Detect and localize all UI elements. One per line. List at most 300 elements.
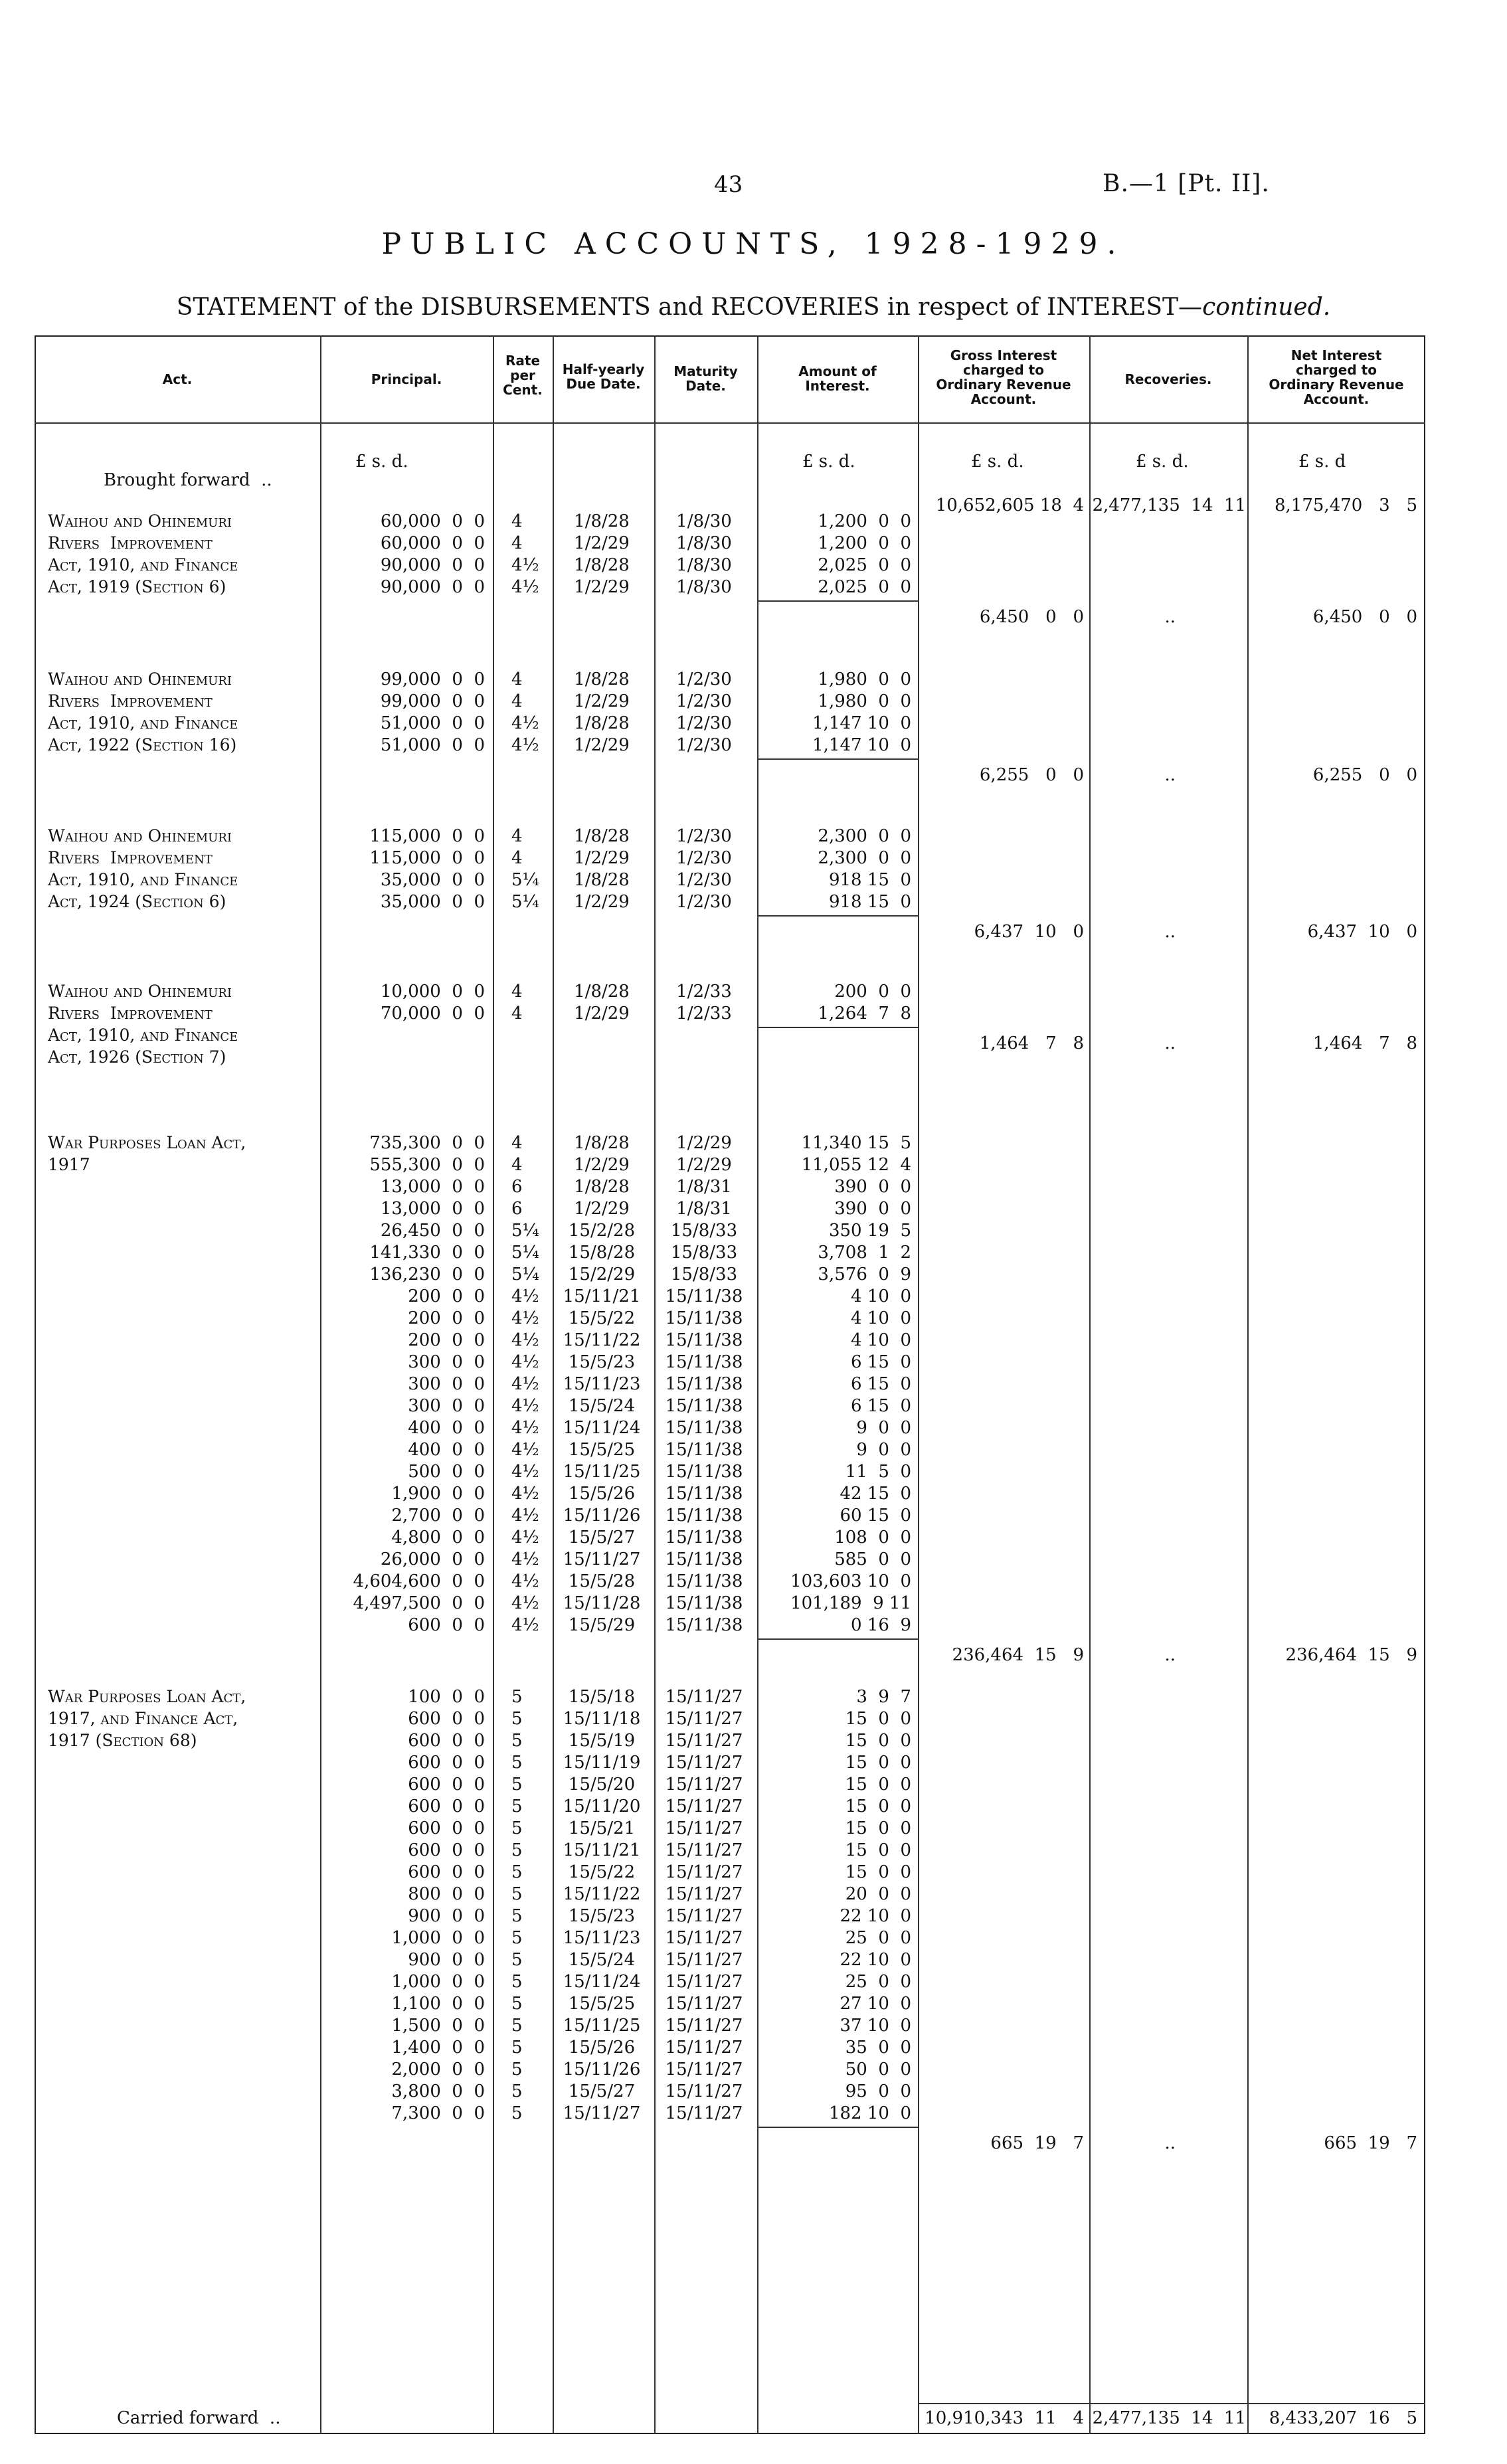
subtotal-rule	[757, 2127, 918, 2128]
half-yearly-cell: 15/2/29	[568, 1265, 636, 1284]
half-yearly-cell: 15/11/19	[563, 1753, 641, 1773]
maturity-cell: 15/11/27	[665, 2060, 743, 2079]
maturity-cell: 1/2/30	[676, 691, 732, 711]
principal-cell: 200 0 0	[408, 1308, 485, 1328]
col-head-maturity	[654, 364, 757, 393]
act-line: Act, 1924 (Section 6)	[48, 892, 226, 911]
rate-cell: 4½	[511, 1440, 539, 1460]
gross-total: 6,450 0 0	[979, 607, 1084, 627]
rate-cell: 4½	[511, 1593, 539, 1613]
principal-cell: 400 0 0	[408, 1418, 485, 1438]
rate-cell: 4½	[511, 1484, 539, 1504]
col-head-gross	[918, 348, 1089, 406]
amount-cell: 15 0 0	[845, 1709, 911, 1729]
page-title: PUBLIC ACCOUNTS, 1928-1929.	[381, 227, 1126, 261]
act-line: Act, 1926 (Section 7)	[48, 1047, 226, 1067]
col-head-gross-2: charged to	[963, 362, 1044, 378]
maturity-cell: 15/11/27	[665, 1840, 743, 1860]
act-line: Act, 1910, and Finance	[48, 1025, 238, 1045]
units-gross: £ s. d.	[971, 452, 1024, 472]
rate-cell: 5	[511, 2038, 523, 2058]
amount-cell: 22 10 0	[840, 1950, 911, 1970]
col-head-act: Act.	[162, 371, 193, 387]
col-head-half-2: Due Date.	[566, 376, 641, 392]
carried-forward-rule	[918, 2403, 1425, 2404]
subtitle-continued: continued.	[1202, 294, 1331, 321]
act-line: War Purposes Loan Act,	[48, 1687, 246, 1706]
rate-cell: 4	[511, 1133, 523, 1153]
maturity-cell: 15/11/38	[665, 1418, 743, 1438]
gross-total: 665 19 7	[990, 2133, 1084, 2153]
amount-cell: 1,980 0 0	[818, 669, 911, 689]
rate-cell: 5	[511, 1906, 523, 1926]
principal-cell: 4,497,500 0 0	[353, 1593, 485, 1613]
amount-cell: 11,055 12 4	[801, 1155, 911, 1175]
rate-cell: 5¼	[511, 870, 539, 890]
amount-cell: 200 0 0	[834, 982, 911, 1002]
col-head-gross-3: Ordinary Revenue	[936, 377, 1071, 393]
maturity-cell: 15/11/27	[665, 1950, 743, 1970]
rate-cell: 5¼	[511, 1243, 539, 1263]
maturity-cell: 1/2/30	[676, 892, 732, 912]
rate-cell: 4½	[511, 1506, 539, 1526]
half-yearly-cell: 1/8/28	[574, 511, 630, 531]
amount-cell: 27 10 0	[840, 1994, 911, 2014]
col-head-net-1: Net Interest	[1290, 347, 1382, 363]
half-yearly-cell: 1/2/29	[574, 892, 630, 912]
half-yearly-cell: 15/5/26	[568, 1484, 636, 1504]
maturity-cell: 15/11/38	[665, 1396, 743, 1416]
maturity-cell: 1/8/30	[676, 533, 732, 553]
amount-cell: 35 0 0	[845, 2038, 911, 2058]
rate-cell: 4	[511, 1004, 523, 1023]
maturity-cell: 1/8/31	[676, 1177, 732, 1197]
rate-cell: 4	[511, 826, 523, 846]
principal-cell: 26,000 0 0	[380, 1549, 485, 1569]
rate-cell: 5¼	[511, 892, 539, 912]
maturity-cell: 15/11/38	[665, 1286, 743, 1306]
carried-forward-gross: 10,910,343 11 4	[925, 2408, 1084, 2428]
half-yearly-cell: 15/11/25	[563, 1462, 641, 1482]
half-yearly-cell: 15/5/20	[568, 1775, 636, 1795]
half-yearly-cell: 15/11/22	[563, 1884, 641, 1904]
amount-cell: 15 0 0	[845, 1797, 911, 1816]
rate-cell: 5	[511, 1928, 523, 1948]
half-yearly-cell: 15/11/22	[563, 1330, 641, 1350]
rate-cell: 4½	[511, 1374, 539, 1394]
half-yearly-cell: 15/5/23	[568, 1906, 636, 1926]
rate-cell: 4	[511, 982, 523, 1002]
maturity-cell: 15/11/38	[665, 1462, 743, 1482]
brought-forward-label: Brought forward ..	[104, 470, 272, 490]
half-yearly-cell: 1/8/28	[574, 1133, 630, 1153]
maturity-cell: 15/11/27	[665, 2038, 743, 2058]
col-head-mat-1: Maturity	[673, 363, 738, 379]
principal-cell: 600 0 0	[408, 1615, 485, 1635]
half-yearly-cell: 1/8/28	[574, 982, 630, 1002]
amount-cell: 6 15 0	[851, 1396, 911, 1416]
net-total: 236,464 15 9	[1285, 1645, 1417, 1665]
maturity-cell: 15/11/38	[665, 1374, 743, 1394]
col-head-rate-1: Rate	[505, 353, 541, 369]
maturity-cell: 1/2/33	[676, 982, 732, 1002]
half-yearly-cell: 15/11/24	[563, 1972, 641, 1992]
maturity-cell: 1/8/30	[676, 577, 732, 597]
rate-cell: 4½	[511, 1330, 539, 1350]
amount-cell: 918 15 0	[828, 892, 911, 912]
amount-cell: 60 15 0	[840, 1506, 911, 1526]
principal-cell: 2,700 0 0	[391, 1506, 485, 1526]
principal-cell: 35,000 0 0	[380, 892, 485, 912]
maturity-cell: 15/11/27	[665, 1687, 743, 1707]
half-yearly-cell: 1/8/28	[574, 1177, 630, 1197]
principal-cell: 1,900 0 0	[391, 1484, 485, 1504]
rate-cell: 4	[511, 691, 523, 711]
subtotal-rule	[757, 758, 918, 760]
net-total: 6,255 0 0	[1312, 765, 1417, 785]
maturity-cell: 1/2/29	[676, 1155, 732, 1175]
amount-cell: 15 0 0	[845, 1775, 911, 1795]
col-divider	[918, 335, 919, 2434]
rate-cell: 5¼	[511, 1265, 539, 1284]
maturity-cell: 1/2/30	[676, 713, 732, 733]
col-head-mat-2: Date.	[685, 378, 726, 394]
half-yearly-cell: 15/5/22	[568, 1862, 636, 1882]
half-yearly-cell: 1/2/29	[574, 533, 630, 553]
maturity-cell: 1/8/30	[676, 511, 732, 531]
recoveries-total: ..	[1164, 1033, 1176, 1053]
rate-cell: 4½	[511, 555, 539, 575]
principal-cell: 141,330 0 0	[369, 1243, 485, 1263]
principal-cell: 1,000 0 0	[391, 1928, 485, 1948]
half-yearly-cell: 15/5/24	[568, 1950, 636, 1970]
amount-cell: 4 10 0	[851, 1330, 911, 1350]
half-yearly-cell: 15/11/26	[563, 1506, 641, 1526]
half-yearly-cell: 15/11/27	[563, 2103, 641, 2123]
col-head-amt-2: Interest.	[805, 378, 870, 394]
subtotal-rule	[757, 1638, 918, 1640]
principal-cell: 600 0 0	[408, 1775, 485, 1795]
maturity-cell: 15/11/38	[665, 1593, 743, 1613]
amount-cell: 0 16 9	[851, 1615, 911, 1635]
amount-cell: 6 15 0	[851, 1374, 911, 1394]
rate-cell: 5	[511, 1818, 523, 1838]
principal-cell: 1,000 0 0	[391, 1972, 485, 1992]
half-yearly-cell: 15/5/27	[568, 1528, 636, 1547]
rate-cell: 6	[511, 1177, 523, 1197]
half-yearly-cell: 15/5/25	[568, 1994, 636, 2014]
principal-cell: 7,300 0 0	[391, 2103, 485, 2123]
act-line: Rivers Improvement	[48, 1004, 213, 1023]
maturity-cell: 15/11/27	[665, 1928, 743, 1948]
rate-cell: 4	[511, 669, 523, 689]
half-yearly-cell: 15/11/21	[563, 1286, 641, 1306]
maturity-cell: 15/11/27	[665, 1862, 743, 1882]
amount-cell: 1,147 10 0	[812, 735, 911, 755]
amount-cell: 4 10 0	[851, 1308, 911, 1328]
maturity-cell: 15/11/38	[665, 1571, 743, 1591]
amount-cell: 585 0 0	[834, 1549, 911, 1569]
principal-cell: 600 0 0	[408, 1840, 485, 1860]
carried-forward-net: 8,433,207 16 5	[1269, 2408, 1417, 2428]
half-yearly-cell: 15/11/21	[563, 1840, 641, 1860]
half-yearly-cell: 1/8/28	[574, 826, 630, 846]
amount-cell: 1,980 0 0	[818, 691, 911, 711]
half-yearly-cell: 15/2/28	[568, 1221, 636, 1241]
rate-cell: 6	[511, 1199, 523, 1219]
principal-cell: 735,300 0 0	[369, 1133, 485, 1153]
rate-cell: 4½	[511, 1571, 539, 1591]
net-total: 1,464 7 8	[1312, 1033, 1417, 1053]
principal-cell: 70,000 0 0	[380, 1004, 485, 1023]
rate-cell: 5	[511, 1950, 523, 1970]
rate-cell: 5	[511, 1797, 523, 1816]
act-line: 1917	[48, 1155, 90, 1174]
recoveries-total: ..	[1164, 607, 1176, 627]
rate-cell: 5	[511, 2060, 523, 2079]
col-head-rate-3: Cent.	[503, 382, 543, 398]
half-yearly-cell: 15/11/25	[563, 2016, 641, 2036]
amount-cell: 9 0 0	[856, 1418, 911, 1438]
gross-total: 6,255 0 0	[979, 765, 1084, 785]
half-yearly-cell: 1/2/29	[574, 1004, 630, 1023]
principal-cell: 90,000 0 0	[380, 577, 485, 597]
amount-cell: 1,200 0 0	[818, 533, 911, 553]
recoveries-total: ..	[1164, 1645, 1176, 1665]
maturity-cell: 15/11/38	[665, 1308, 743, 1328]
principal-cell: 115,000 0 0	[369, 848, 485, 868]
amount-cell: 6 15 0	[851, 1352, 911, 1372]
half-yearly-cell: 1/2/29	[574, 1155, 630, 1175]
amount-cell: 182 10 0	[828, 2103, 911, 2123]
half-yearly-cell: 1/2/29	[574, 577, 630, 597]
units-principal: £ s. d.	[355, 452, 408, 472]
maturity-cell: 15/11/27	[665, 1884, 743, 1904]
amount-cell: 2,300 0 0	[818, 826, 911, 846]
amount-cell: 15 0 0	[845, 1840, 911, 1860]
gross-total: 6,437 10 0	[974, 922, 1084, 942]
principal-cell: 100 0 0	[408, 1687, 485, 1707]
rate-cell: 5	[511, 2103, 523, 2123]
amount-cell: 108 0 0	[834, 1528, 911, 1547]
act-line: Act, 1910, and Finance	[48, 870, 238, 889]
principal-cell: 60,000 0 0	[380, 533, 485, 553]
amount-cell: 2,300 0 0	[818, 848, 911, 868]
header-rule	[35, 422, 1425, 424]
principal-cell: 1,400 0 0	[391, 2038, 485, 2058]
rate-cell: 5	[511, 2081, 523, 2101]
maturity-cell: 15/11/38	[665, 1440, 743, 1460]
brought-forward-recoveries: 2,477,135 14 11	[1092, 495, 1246, 515]
maturity-cell: 1/2/30	[676, 870, 732, 890]
maturity-cell: 15/11/38	[665, 1506, 743, 1526]
maturity-cell: 15/11/27	[665, 1906, 743, 1926]
rate-cell: 4½	[511, 1549, 539, 1569]
act-line: Rivers Improvement	[48, 533, 213, 553]
half-yearly-cell: 15/5/23	[568, 1352, 636, 1372]
half-yearly-cell: 1/8/28	[574, 669, 630, 689]
col-head-amt-1: Amount of	[798, 363, 877, 379]
half-yearly-cell: 15/5/24	[568, 1396, 636, 1416]
rate-cell: 4	[511, 1155, 523, 1175]
half-yearly-cell: 1/2/29	[574, 691, 630, 711]
principal-cell: 115,000 0 0	[369, 826, 485, 846]
principal-cell: 400 0 0	[408, 1440, 485, 1460]
half-yearly-cell: 1/2/29	[574, 1199, 630, 1219]
maturity-cell: 15/8/33	[670, 1243, 738, 1263]
principal-cell: 2,000 0 0	[391, 2060, 485, 2079]
rate-cell: 4½	[511, 1528, 539, 1547]
amount-cell: 15 0 0	[845, 1753, 911, 1773]
maturity-cell: 15/11/38	[665, 1528, 743, 1547]
col-head-half-yearly	[553, 362, 654, 391]
maturity-cell: 15/11/27	[665, 1731, 743, 1751]
principal-cell: 600 0 0	[408, 1731, 485, 1751]
principal-cell: 1,500 0 0	[391, 2016, 485, 2036]
act-line: Act, 1919 (Section 6)	[48, 577, 226, 596]
principal-cell: 99,000 0 0	[380, 669, 485, 689]
act-line: Rivers Improvement	[48, 691, 213, 711]
col-head-half-1: Half-yearly	[562, 361, 645, 377]
amount-cell: 11 5 0	[845, 1462, 911, 1482]
act-line: 1917, and Finance Act,	[48, 1709, 238, 1728]
principal-cell: 300 0 0	[408, 1352, 485, 1372]
principal-cell: 200 0 0	[408, 1330, 485, 1350]
amount-cell: 4 10 0	[851, 1286, 911, 1306]
amount-cell: 42 15 0	[840, 1484, 911, 1504]
rate-cell: 4½	[511, 1462, 539, 1482]
act-line: Waihou and Ohinemuri	[48, 982, 232, 1001]
maturity-cell: 15/8/33	[670, 1265, 738, 1284]
maturity-cell: 1/2/30	[676, 826, 732, 846]
recoveries-total: ..	[1164, 922, 1176, 942]
col-head-principal: Principal.	[371, 371, 442, 387]
maturity-cell: 1/2/29	[676, 1133, 732, 1153]
half-yearly-cell: 15/11/27	[563, 1549, 641, 1569]
amount-cell: 350 19 5	[828, 1221, 911, 1241]
principal-cell: 600 0 0	[408, 1818, 485, 1838]
principal-cell: 600 0 0	[408, 1797, 485, 1816]
col-head-amount	[757, 364, 918, 393]
principal-cell: 3,800 0 0	[391, 2081, 485, 2101]
amount-cell: 20 0 0	[845, 1884, 911, 1904]
amount-cell: 22 10 0	[840, 1906, 911, 1926]
maturity-cell: 15/11/27	[665, 2081, 743, 2101]
half-yearly-cell: 1/2/29	[574, 848, 630, 868]
principal-cell: 500 0 0	[408, 1462, 485, 1482]
half-yearly-cell: 15/5/18	[568, 1687, 636, 1707]
half-yearly-cell: 15/11/23	[563, 1928, 641, 1948]
rate-cell: 5	[511, 1709, 523, 1729]
amount-cell: 103,603 10 0	[790, 1571, 911, 1591]
amount-cell: 390 0 0	[834, 1199, 911, 1219]
half-yearly-cell: 15/11/28	[563, 1593, 641, 1613]
rate-cell: 4	[511, 511, 523, 531]
maturity-cell: 15/11/27	[665, 1753, 743, 1773]
half-yearly-cell: 1/8/28	[574, 555, 630, 575]
principal-cell: 1,100 0 0	[391, 1994, 485, 2014]
half-yearly-cell: 15/5/21	[568, 1818, 636, 1838]
amount-cell: 25 0 0	[845, 1928, 911, 1948]
col-head-net-3: Ordinary Revenue	[1269, 377, 1404, 393]
net-total: 6,450 0 0	[1312, 607, 1417, 627]
half-yearly-cell: 15/5/29	[568, 1615, 636, 1635]
amount-cell: 95 0 0	[845, 2081, 911, 2101]
maturity-cell: 15/11/27	[665, 1818, 743, 1838]
half-yearly-cell: 15/5/26	[568, 2038, 636, 2058]
net-total: 665 19 7	[1324, 2133, 1417, 2153]
maturity-cell: 15/8/33	[670, 1221, 738, 1241]
amount-cell: 50 0 0	[845, 2060, 911, 2079]
maturity-cell: 15/11/27	[665, 1972, 743, 1992]
amount-cell: 918 15 0	[828, 870, 911, 890]
principal-cell: 13,000 0 0	[380, 1199, 485, 1219]
rate-cell: 4	[511, 848, 523, 868]
rate-cell: 5	[511, 1862, 523, 1882]
maturity-cell: 15/11/27	[665, 1797, 743, 1816]
amount-cell: 1,264 7 8	[818, 1004, 911, 1023]
gross-total: 236,464 15 9	[952, 1645, 1084, 1665]
amount-cell: 9 0 0	[856, 1440, 911, 1460]
subtotal-rule	[757, 915, 918, 917]
rate-cell: 4	[511, 533, 523, 553]
maturity-cell: 1/8/31	[676, 1199, 732, 1219]
rate-cell: 5	[511, 1840, 523, 1860]
half-yearly-cell: 15/5/27	[568, 2081, 636, 2101]
maturity-cell: 1/8/30	[676, 555, 732, 575]
principal-cell: 900 0 0	[408, 1950, 485, 1970]
col-divider	[1089, 335, 1091, 2434]
recoveries-total: ..	[1164, 2133, 1176, 2153]
half-yearly-cell: 15/11/26	[563, 2060, 641, 2079]
col-divider	[493, 335, 494, 2434]
principal-cell: 300 0 0	[408, 1374, 485, 1394]
maturity-cell: 15/11/38	[665, 1330, 743, 1350]
principal-cell: 51,000 0 0	[380, 735, 485, 755]
carried-forward-recoveries: 2,477,135 14 11	[1092, 2408, 1246, 2428]
rate-cell: 5	[511, 1884, 523, 1904]
rate-cell: 4½	[511, 1352, 539, 1372]
rate-cell: 5	[511, 1775, 523, 1795]
rate-cell: 5	[511, 1687, 523, 1707]
col-head-net-2: charged to	[1296, 362, 1377, 378]
half-yearly-cell: 1/8/28	[574, 870, 630, 890]
units-net: £ s. d	[1298, 452, 1346, 472]
half-yearly-cell: 15/11/20	[563, 1797, 641, 1816]
rate-cell: 4½	[511, 1418, 539, 1438]
units-recoveries: £ s. d.	[1136, 452, 1189, 472]
principal-cell: 600 0 0	[408, 1862, 485, 1882]
act-line: Waihou and Ohinemuri	[48, 826, 232, 845]
principal-cell: 90,000 0 0	[380, 555, 485, 575]
maturity-cell: 15/11/38	[665, 1549, 743, 1569]
maturity-cell: 15/11/27	[665, 2103, 743, 2123]
principal-cell: 13,000 0 0	[380, 1177, 485, 1197]
half-yearly-cell: 1/8/28	[574, 713, 630, 733]
maturity-cell: 15/11/27	[665, 1775, 743, 1795]
half-yearly-cell: 15/5/22	[568, 1308, 636, 1328]
act-line: Waihou and Ohinemuri	[48, 669, 232, 689]
recoveries-total: ..	[1164, 765, 1176, 785]
brought-forward-gross: 10,652,605 18 4	[935, 495, 1084, 515]
half-yearly-cell: 15/5/19	[568, 1731, 636, 1751]
units-amount: £ s. d.	[802, 452, 855, 472]
half-yearly-cell: 15/5/25	[568, 1440, 636, 1460]
col-head-net	[1247, 348, 1425, 406]
amount-cell: 1,147 10 0	[812, 713, 911, 733]
principal-cell: 555,300 0 0	[369, 1155, 485, 1175]
maturity-cell: 15/11/38	[665, 1352, 743, 1372]
